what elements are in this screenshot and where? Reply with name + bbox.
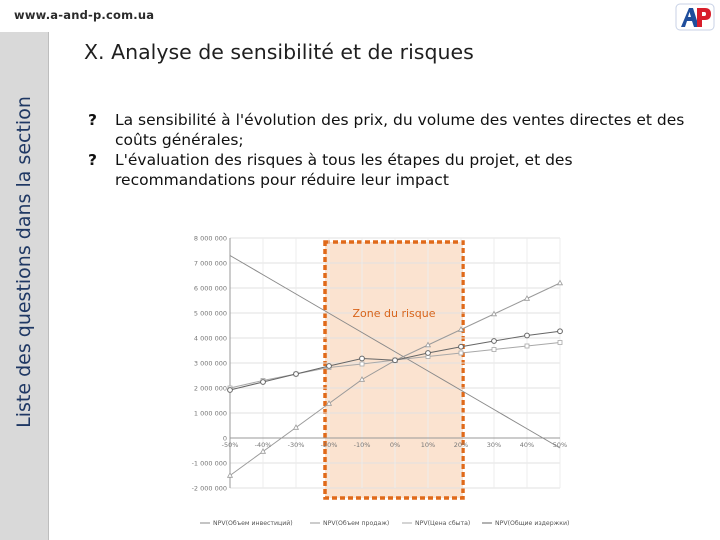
- risk-zone: [325, 242, 463, 498]
- legend-label: NPV(Цена сбыта): [415, 520, 471, 527]
- data-point: [492, 339, 497, 344]
- data-point: [261, 449, 266, 453]
- slide-title: X. Analyse de sensibilité et de risques: [84, 40, 474, 64]
- data-point: [558, 341, 562, 345]
- x-tick-label: 10%: [420, 441, 436, 449]
- x-tick-label: -50%: [221, 441, 239, 449]
- bullet-item: [88, 110, 698, 150]
- y-tick-label: 0: [222, 434, 227, 443]
- data-point: [228, 473, 233, 477]
- data-point: [294, 372, 299, 377]
- bullet-text: La sensibilité à l'évolution des prix, du volume des ventes directes et des coûts générales;: [115, 111, 685, 149]
- header-bar: [0, 0, 720, 32]
- y-tick-label: 2 000 000: [193, 384, 227, 393]
- data-point: [426, 351, 431, 356]
- data-point: [525, 344, 529, 348]
- x-tick-label: 0%: [389, 441, 401, 449]
- data-point: [360, 362, 364, 366]
- x-tick-label: -30%: [287, 441, 305, 449]
- data-point: [525, 333, 530, 338]
- company-logo-icon: [675, 2, 715, 32]
- y-tick-label: 5 000 000: [193, 309, 227, 318]
- y-tick-label: 3 000 000: [193, 359, 227, 368]
- x-tick-label: 40%: [519, 441, 535, 449]
- y-tick-label: 1 000 000: [193, 409, 227, 418]
- data-point: [459, 344, 464, 349]
- x-tick-label: 30%: [486, 441, 502, 449]
- bullet-mark: ?: [88, 111, 97, 129]
- y-tick-label: 4 000 000: [193, 334, 227, 343]
- bullet-item: [88, 150, 698, 190]
- legend-label: NPV(Объем продаж): [323, 520, 390, 527]
- x-tick-label: 20%: [453, 441, 469, 449]
- sidebar-label: Liste des questions dans la section: [13, 96, 35, 428]
- data-point: [459, 351, 463, 355]
- bullet-text: L'évaluation des risques à tous les étapes du projet, et des recommandations pour réduire leur impact: [115, 151, 573, 189]
- y-tick-label: 8 000 000: [193, 234, 227, 243]
- data-point: [294, 425, 299, 429]
- bullet-list: [88, 110, 698, 190]
- sensitivity-chart: [160, 232, 575, 532]
- data-point: [228, 388, 233, 393]
- risk-zone-label: Zone du risque: [352, 307, 436, 320]
- y-tick-label: 6 000 000: [193, 284, 227, 293]
- sidebar-label-wrapper: [0, 32, 48, 492]
- bullet-mark: ?: [88, 151, 97, 169]
- y-tick-label: -2 000 000: [191, 484, 227, 493]
- y-tick-label: -1 000 000: [191, 459, 227, 468]
- data-point: [261, 380, 266, 385]
- data-point: [327, 364, 332, 369]
- x-tick-label: -20%: [320, 441, 338, 449]
- data-point: [558, 329, 563, 334]
- site-url[interactable]: www.a-and-p.com.ua: [14, 8, 155, 22]
- legend-label: NPV(Объем инвестиций): [213, 520, 293, 527]
- data-point: [393, 358, 398, 363]
- data-point: [360, 356, 365, 361]
- data-point: [558, 280, 563, 284]
- x-tick-label: -10%: [353, 441, 371, 449]
- x-tick-label: -40%: [254, 441, 272, 449]
- y-tick-label: 7 000 000: [193, 259, 227, 268]
- x-tick-label: 50%: [552, 441, 568, 449]
- data-point: [492, 348, 496, 352]
- legend-label: NPV(Общие издержки): [495, 520, 570, 527]
